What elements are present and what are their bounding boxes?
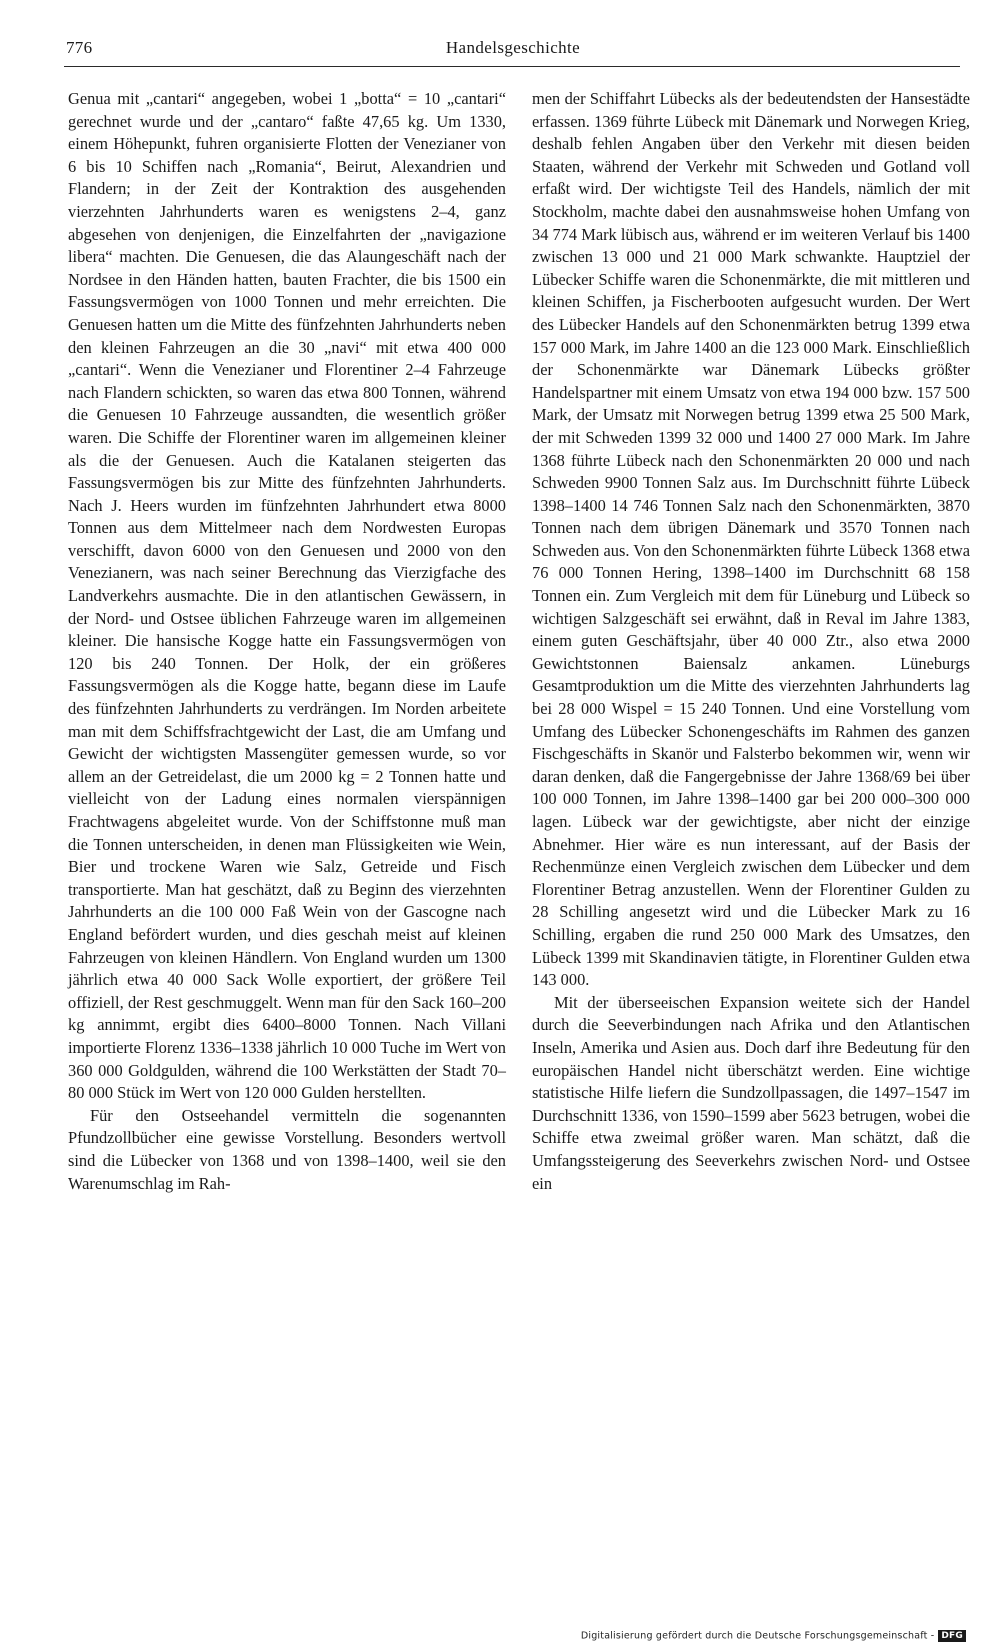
right-paragraph-1: men der Schiffahrt Lübecks als der bedeutendsten der Hansestädte erfassen. 1369 führte Lübeck mit Dänemark und Norwegen Krieg, deshalb fehlen Angaben über den Verkehr mit diesen beiden Staaten, während der Verkehr mit Schweden und Gotland voll erfaßt wird. Der wichtigste Teil des Handels, nämlich der mit Stockholm, machte dabei den ausnahmsweise hohen Umfang von 34 774 Mark lübisch aus, während er im weiteren Verlauf bis 1400 zwischen 13 000 und 21 000 Mark schwankte. Hauptziel der Lübecker Schiffe waren die Schonenmärkte, die mit mittleren und kleinen Schiffen, ja Fischerbooten aufgesucht wurden. Der Wert des Lübecker Handels auf den Schonenmärkten betrug 1399 etwa 157 000 Mark, im Jahre 1400 an die 123 000 Mark. Einschließlich der Schonenmärkte war Dänemark Lübecks größter Handelspartner mit einem Umsatz von etwa 194 000 bzw. 157 500 Mark, der Umsatz mit Norwegen betrug 1399 etwa 25 500 Mark, der mit Schweden 1399 32 000 und 1400 27 000 Mark. Im Jahre 1368 führte Lübeck nach den Schonenmärkten 20 000 und nach Schweden 9900 Tonnen Salz aus. Im Durchschnitt führte Lübeck 1398–1400 14 746 Tonnen Salz nach den Schonenmärkten, 3870 Tonnen nach dem übrigen Dänemark und 3570 Tonnen nach Schweden aus. Von den Schonenmärkten führte Lübeck 1368 etwa 76 000 Tonnen Hering, 1398–1400 im Durchschnitt 68 158 Tonnen ein. Zum Vergleich mit dem für Lüneburg und Lübeck so wichtigen Salzgeschäft sei erwähnt, daß in Reval im Jahre 1383, einem guten Geschäftsjahr, über 40 000 Ztr., also etwa 2000 Gewichtstonnen Baiensalz ankamen. Lüneburgs Gesamtproduktion um die Mitte des vierzehnten Jahrhunderts lag bei 28 000 Wispel = 15 240 Tonnen. Und eine Vorstellung vom Umfang des Lübecker Schonengeschäfts im Rahmen des ganzen Fischgeschäfts in Skanör und Falsterbo bekommen wir, wenn wir daran denken, daß die Fangergebnisse der Jahre 1368/69 bei über 100 000 Tonnen, im Jahre 1398–1400 gar bei 200 000–300 000 lagen. Lübeck war der gewichtigste, aber nicht der einzige Abnehmer. Hier wäre es nun interessant, auf der Basis der Rechenmünze einen Vergleich zwischen dem Lübecker und dem Florentiner Betrag anzustellen. Wenn der Florentiner Gulden zu 28 Schilling angesetzt wird und die Lübecker Mark zu 16 Schilling, ergaben die rund 250 000 Mark des Umsatzes, den Lübeck 1399 mit Skandinavien tätigte, in Florentiner Gulden etwa 143 000. [532,89,970,990]
credit-text: Digitalisierung gefördert durch die Deutsche Forschungsgemeinschaft - [580,1630,935,1642]
left-column [68,88,506,1195]
header-rule [64,66,960,67]
dfg-logo: DFG [938,1630,966,1642]
page-header [66,38,960,66]
running-title: Handelsgeschichte [445,38,581,57]
right-column [532,88,970,1195]
digitization-credit [581,1630,966,1642]
left-paragraph-1: Genua mit „cantari“ angegeben, wobei 1 „botta“ = 10 „cantari“ gerechnet wurde und der „cantaro“ faßte 47,65 kg. Um 1330, einem Höhepunkt, fuhren organisierte Flotten der Venezianer von 6 bis 10 Schiffen nach „Romania“, Beirut, Alexandrien und Flandern; in der Zeit der Kontraktion des ausgehenden vierzehnten Jahrhunderts waren es wenigstens 2–4, ganz abgesehen von denjenigen, die Einzelfahrten der „navigazione libera“ machten. Die Genuesen, die das Alaungeschäft nach der Nordsee in den Händen hatten, bauten Frachter, die bis 1500 ein Fassungsvermögen von 1000 Tonnen und mehr erreichten. Die Genuesen hatten um die Mitte des fünfzehnten Jahrhunderts neben den kleinen Fahrzeugen an die 30 „navi“ mit etwa 400 000 „cantari“. Wenn die Venezianer und Florentiner 2–4 Fahrzeuge nach Flandern schickten, so waren das etwa 800 Tonnen, während die Genuesen 10 Fahrzeuge aussandten, die wesentlich größer waren. Die Schiffe der Florentiner waren im allgemeinen kleiner als die der Genuesen. Auch die Katalanen steigerten das Fassungsvermögen bis zur Mitte des fünfzehnten Jahrhunderts. Nach J. Heers wurden im fünfzehnten Jahrhundert etwa 8000 Tonnen aus dem Mittelmeer nach dem Nordwesten Europas verschifft, davon 6000 von den Genuesen und 2000 von den Venezianern, was nach seiner Berechnung das Vierzigfache des Landverkehrs ausmachte. Die in den atlantischen Gewässern, in der Nord- und Ostsee üblichen Fahrzeuge waren im allgemeinen kleiner. Die hansische Kogge hatte ein Fassungsvermögen von 120 bis 240 Tonnen. Der Holk, der ein größeres Fassungsvermögen als die Kogge hatte, begann diese im Laufe des fünfzehnten Jahrhunderts zu verdrängen. Im Norden arbeitete man mit dem Schiffsfrachtgewicht der Last, die am Umfang und Gewicht der wichtigsten Massengüter gemessen wurde, so vor allem an der Getreidelast, die um 2000 kg = 2 Tonnen hatte und vielleicht von der Ladung eines normalen vierspännigen Frachtwagens abgeleitet wurde. Von der Schiffstonne muß man die Tonnen unterscheiden, in denen man Flüssigkeiten wie Wein, Bier und trockene Waren wie Salz, Getreide und Fisch transportierte. Man hat geschätzt, daß zu Beginn des vierzehnten Jahrhunderts an die 100 000 Faß Wein von der Gascogne nach England befördert wurden, und dies geschah meist auf kleinen Fahrzeugen von kleinen Händlern. Von England wurden um 1300 jährlich etwa 40 000 Sack Wolle exportiert, der größere Teil offiziell, der Rest geschmuggelt. Wenn man für den Sack 160–200 kg annimmt, ergibt dies 6400–8000 Tonnen. Nach Villani importierte Florenz 1336–1338 jährlich 10 000 Tuche im Wert von 360 000 Goldgulden, während die 100 Werkstätten der Stadt 70–80 000 Stück im Wert von 120 000 Gulden herstellten. [68,89,506,1103]
right-paragraph-2: Mit der überseeischen Expansion weitete sich der Handel durch die Seeverbindungen nach Afrika und den Atlantischen Inseln, Amerika und Asien aus. Doch darf ihre Bedeutung für den europäischen Handel nicht überschätzt werden. Eine wichtige statistische Hilfe liefern die Sundzollpassagen, die 1497–1547 im Durchschnitt 1336, von 1590–1599 aber 5623 betrugen, wobei die Schiffe etwa zweimal größer waren. Man schätzt, daß die Umfangssteigerung des Seeverkehrs zwischen Nord- und Ostsee ein [532,992,970,1193]
page-number: 776 [66,38,93,57]
left-paragraph-2: Für den Ostseehandel vermitteln die sogenannten Pfundzollbücher eine gewisse Vorstellung. Besonders wertvoll sind die Lübecker von 1368 und von 1398–1400, weil sie den Warenumschlag im Rah- [68,1105,506,1193]
